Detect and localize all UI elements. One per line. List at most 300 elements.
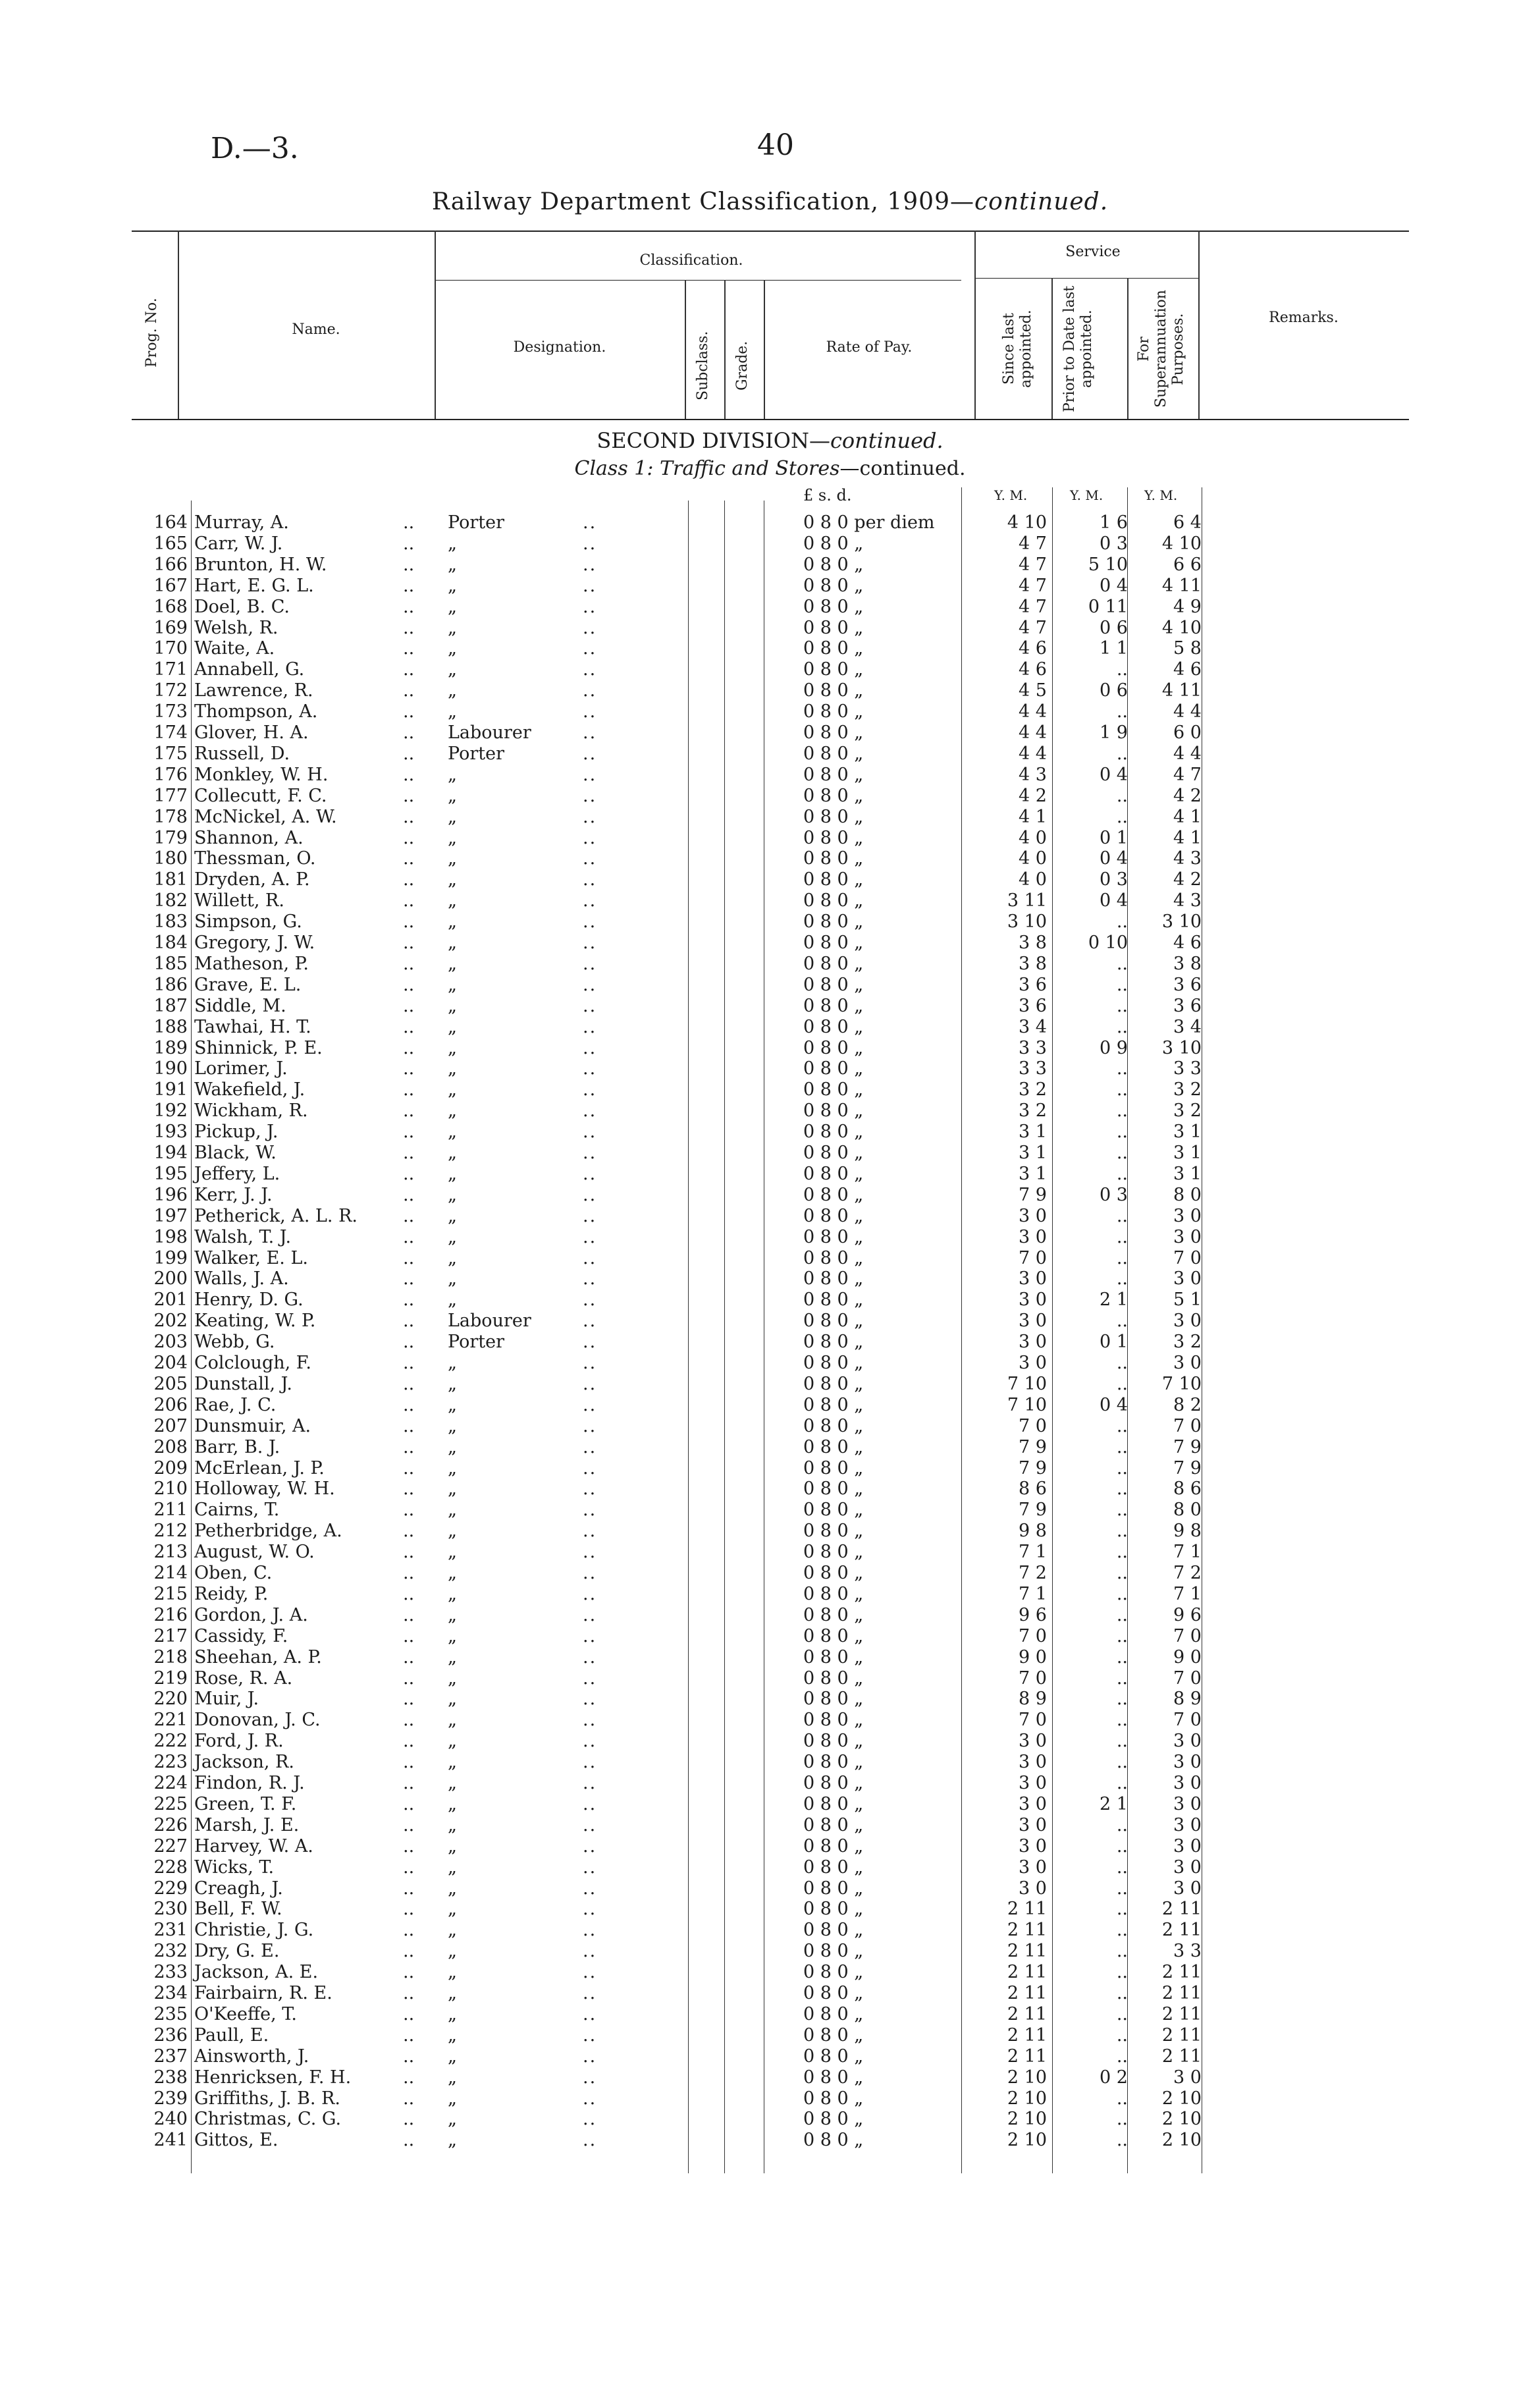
rate-of-pay: 0 8 0 „ xyxy=(803,1646,864,1668)
prog-number: 224 xyxy=(153,1773,188,1793)
prog-number: 225 xyxy=(153,1793,188,1814)
leader-dots: .. xyxy=(583,2109,597,2130)
table-row xyxy=(0,1289,1540,1310)
leader-dots: .. xyxy=(583,659,597,680)
designation: „ xyxy=(448,869,457,890)
table-row xyxy=(0,765,1540,785)
superannuation-service: 2 11 xyxy=(1161,1962,1202,1983)
pay-units: £ s. d. xyxy=(803,486,852,504)
rate-of-pay: 0 8 0 „ xyxy=(803,701,864,722)
table-row xyxy=(0,1058,1540,1079)
employee-name: Matheson, P. xyxy=(194,953,309,974)
employee-name: Russell, D. xyxy=(194,743,290,764)
since-last-appointed: 4 0 xyxy=(1019,869,1047,890)
leader-dots: .. xyxy=(403,953,415,974)
rate-of-pay: 0 8 0 „ xyxy=(803,1205,864,1226)
leader-dots: .. xyxy=(403,1710,415,1731)
employee-name: Carr, W. J. xyxy=(194,533,283,554)
since-last-appointed: 3 8 xyxy=(1019,953,1047,974)
table-row xyxy=(0,1416,1540,1436)
table-row xyxy=(0,975,1540,995)
since-last-appointed: 4 3 xyxy=(1019,764,1047,785)
employee-name: Walls, J. A. xyxy=(194,1268,289,1289)
prior-service: .. xyxy=(1116,1710,1128,1731)
prog-number: 210 xyxy=(153,1479,188,1500)
prior-units: Y. M. xyxy=(1070,487,1103,503)
leader-dots: .. xyxy=(583,848,597,869)
rate-of-pay: 0 8 0 „ xyxy=(803,1773,864,1793)
designation: „ xyxy=(448,1983,457,2003)
employee-name: Harvey, W. A. xyxy=(194,1835,313,1857)
designation: „ xyxy=(448,1079,457,1100)
since-last-appointed: 3 0 xyxy=(1019,1205,1047,1226)
table-row xyxy=(0,1521,1540,1541)
prog-number: 180 xyxy=(153,848,188,869)
leader-dots: .. xyxy=(583,1604,597,1625)
employee-name: McErlean, J. P. xyxy=(194,1457,325,1479)
superannuation-service: 7 1 xyxy=(1173,1583,1202,1604)
table-row xyxy=(0,1941,1540,1961)
designation: „ xyxy=(448,1563,457,1583)
leader-dots: .. xyxy=(403,1814,415,1835)
table-row xyxy=(0,680,1540,701)
designation: „ xyxy=(448,995,457,1016)
prog-number: 193 xyxy=(153,1122,188,1143)
since-last-appointed: 3 3 xyxy=(1019,1037,1047,1058)
since-last-appointed: 7 10 xyxy=(1007,1373,1047,1394)
since-last-appointed: 4 5 xyxy=(1019,680,1047,701)
since-last-appointed: 8 9 xyxy=(1019,1689,1047,1710)
leader-dots: .. xyxy=(583,617,597,638)
prog-number: 228 xyxy=(153,1857,188,1878)
leader-dots: .. xyxy=(583,2024,597,2046)
employee-name: Paull, E. xyxy=(194,2024,269,2046)
leader-dots: .. xyxy=(583,1857,597,1878)
employee-name: Simpson, G. xyxy=(194,911,302,933)
superannuation-service: 8 2 xyxy=(1173,1394,1202,1415)
since-last-appointed: 3 0 xyxy=(1019,1311,1047,1332)
rate-of-pay: 0 8 0 „ xyxy=(803,1878,864,1899)
designation: „ xyxy=(448,911,457,933)
prior-service: .. xyxy=(1116,1311,1128,1332)
prog-number: 229 xyxy=(153,1878,188,1899)
designation: „ xyxy=(448,2046,457,2067)
prog-number: 183 xyxy=(153,911,188,933)
prior-service: .. xyxy=(1116,1100,1128,1122)
leader-dots: .. xyxy=(583,1773,597,1793)
prog-number: 185 xyxy=(153,953,188,974)
superannuation-service: 7 1 xyxy=(1173,1542,1202,1563)
prog-number: 223 xyxy=(153,1752,188,1773)
table-row xyxy=(0,533,1540,554)
prog-number: 240 xyxy=(153,2109,188,2130)
prior-service: .. xyxy=(1116,1479,1128,1500)
designation: „ xyxy=(448,1163,457,1184)
table-row xyxy=(0,1836,1540,1857)
since-last-appointed: 4 6 xyxy=(1019,659,1047,680)
rate-of-pay: 0 8 0 „ xyxy=(803,2088,864,2109)
prior-service: .. xyxy=(1116,1646,1128,1668)
table-row xyxy=(0,911,1540,932)
prior-service: .. xyxy=(1116,1542,1128,1563)
designation: „ xyxy=(448,1500,457,1521)
designation: „ xyxy=(448,1878,457,1899)
leader-dots: .. xyxy=(583,2003,597,2024)
superannuation-service: 7 0 xyxy=(1173,1668,1202,1689)
rate-of-pay: 0 8 0 „ xyxy=(803,2024,864,2046)
rate-of-pay: 0 8 0 „ xyxy=(803,1100,864,1122)
designation: „ xyxy=(448,533,457,554)
rate-of-pay: 0 8 0 „ xyxy=(803,1583,864,1604)
rate-of-pay: 0 8 0 „ xyxy=(803,2046,864,2067)
prog-number: 178 xyxy=(153,806,188,827)
rate-of-pay: 0 8 0 „ xyxy=(803,827,864,848)
leader-dots: .. xyxy=(583,995,597,1016)
superannuation-service: 3 0 xyxy=(1173,1773,1202,1793)
employee-name: Colclough, F. xyxy=(194,1353,311,1373)
since-last-appointed: 2 10 xyxy=(1007,2130,1047,2151)
employee-name: Oben, C. xyxy=(194,1563,273,1583)
header-divider xyxy=(1198,231,1200,419)
since-last-appointed: 3 3 xyxy=(1019,1058,1047,1079)
prior-service: .. xyxy=(1116,2109,1128,2130)
rate-of-pay: 0 8 0 „ xyxy=(803,2067,864,2088)
leader-dots: .. xyxy=(403,1563,415,1583)
leader-dots: .. xyxy=(583,1058,597,1079)
prior-service: .. xyxy=(1116,1058,1128,1079)
table-row xyxy=(0,1815,1540,1835)
rate-of-pay: 0 8 0 „ xyxy=(803,1835,864,1857)
superannuation-service: 8 0 xyxy=(1173,1184,1202,1205)
designation: „ xyxy=(448,933,457,953)
prior-service: .. xyxy=(1116,1436,1128,1457)
rate-of-pay: 0 8 0 „ xyxy=(803,2003,864,2024)
employee-name: Walker, E. L. xyxy=(194,1247,308,1268)
since-last-appointed: 3 1 xyxy=(1019,1163,1047,1184)
employee-name: Rose, R. A. xyxy=(194,1668,293,1689)
designation: „ xyxy=(448,2109,457,2130)
designation: „ xyxy=(448,1814,457,1835)
rate-of-pay: 0 8 0 „ xyxy=(803,743,864,764)
prog-number: 203 xyxy=(153,1332,188,1353)
employee-name: Waite, A. xyxy=(194,638,275,659)
table-row xyxy=(0,1122,1540,1142)
prior-service: .. xyxy=(1116,1521,1128,1542)
table-row xyxy=(0,869,1540,890)
table-row xyxy=(0,1353,1540,1373)
prior-service: .. xyxy=(1116,1353,1128,1373)
table-row xyxy=(0,512,1540,533)
table-row xyxy=(0,701,1540,722)
designation: „ xyxy=(448,1226,457,1247)
leader-dots: .. xyxy=(583,1625,597,1646)
employee-name: Jeffery, L. xyxy=(194,1163,280,1184)
superannuation-service: 4 6 xyxy=(1173,933,1202,953)
prog-number: 201 xyxy=(153,1289,188,1311)
header-divider xyxy=(685,280,686,419)
leader-dots: .. xyxy=(583,1689,597,1710)
rate-of-pay: 0 8 0 „ xyxy=(803,1184,864,1205)
table-row xyxy=(0,1668,1540,1689)
leader-dots: .. xyxy=(403,1122,415,1143)
leader-dots: .. xyxy=(403,890,415,911)
designation: „ xyxy=(448,1689,457,1710)
prior-service: .. xyxy=(1116,1079,1128,1100)
leader-dots: .. xyxy=(583,554,597,575)
since-last-appointed: 9 0 xyxy=(1019,1646,1047,1668)
table-row xyxy=(0,786,1540,806)
designation: „ xyxy=(448,1353,457,1373)
leader-dots: .. xyxy=(583,1878,597,1899)
since-last-appointed: 3 0 xyxy=(1019,1857,1047,1878)
since-last-appointed: 4 1 xyxy=(1019,806,1047,827)
table-row xyxy=(0,1227,1540,1247)
designation: „ xyxy=(448,659,457,680)
employee-name: Kerr, J. J. xyxy=(194,1184,273,1205)
designation: „ xyxy=(448,1962,457,1983)
rate-of-pay: 0 8 0 „ xyxy=(803,722,864,743)
rate-of-pay: 0 8 0 „ xyxy=(803,911,864,933)
prog-number: 182 xyxy=(153,890,188,911)
designation: „ xyxy=(448,806,457,827)
table-row xyxy=(0,1311,1540,1331)
employee-name: Thompson, A. xyxy=(194,701,318,722)
prog-number: 192 xyxy=(153,1100,188,1122)
designation: „ xyxy=(448,1058,457,1079)
rate-of-pay: 0 8 0 „ xyxy=(803,1814,864,1835)
table-row xyxy=(0,996,1540,1016)
col-prog-no: Prog. No. xyxy=(144,298,160,367)
superannuation-service: 7 0 xyxy=(1173,1710,1202,1731)
employee-name: Siddle, M. xyxy=(194,995,286,1016)
rate-of-pay: 0 8 0 „ xyxy=(803,1016,864,1037)
designation: Labourer xyxy=(448,722,531,743)
prior-service: 0 4 xyxy=(1100,848,1128,869)
col-superannuation: For Superannuation Purposes. xyxy=(1136,290,1186,408)
prior-service: .. xyxy=(1116,1268,1128,1289)
leader-dots: .. xyxy=(403,722,415,743)
prior-service: .. xyxy=(1116,1016,1128,1037)
col-name: Name. xyxy=(292,321,340,338)
rate-of-pay: 0 8 0 „ xyxy=(803,764,864,785)
table-row xyxy=(0,1752,1540,1772)
superannuation-service: 4 2 xyxy=(1173,869,1202,890)
prog-number: 194 xyxy=(153,1143,188,1163)
designation: „ xyxy=(448,2130,457,2151)
header-divider xyxy=(1127,278,1128,419)
designation: „ xyxy=(448,1793,457,1814)
prog-number: 205 xyxy=(153,1373,188,1394)
table-row xyxy=(0,1542,1540,1562)
page-title xyxy=(0,188,1540,215)
rate-of-pay: 0 8 0 per diem xyxy=(803,512,935,533)
prior-service: 2 1 xyxy=(1100,1793,1128,1814)
table-row xyxy=(0,1017,1540,1037)
leader-dots: .. xyxy=(583,1016,597,1037)
leader-dots: .. xyxy=(403,1163,415,1184)
leader-dots: .. xyxy=(403,1205,415,1226)
since-last-appointed: 4 7 xyxy=(1019,554,1047,575)
prog-number: 191 xyxy=(153,1079,188,1100)
leader-dots: .. xyxy=(403,701,415,722)
leader-dots: .. xyxy=(403,1793,415,1814)
employee-name: Barr, B. J. xyxy=(194,1436,280,1457)
leader-dots: .. xyxy=(583,512,597,533)
service-rule xyxy=(974,278,1198,279)
leader-dots: .. xyxy=(583,1583,597,1604)
prog-number: 186 xyxy=(153,974,188,995)
designation: „ xyxy=(448,2088,457,2109)
rate-of-pay: 0 8 0 „ xyxy=(803,1122,864,1143)
employee-name: Collecutt, F. C. xyxy=(194,785,327,806)
rate-of-pay: 0 8 0 „ xyxy=(803,1983,864,2003)
leader-dots: .. xyxy=(403,1353,415,1373)
prog-number: 167 xyxy=(153,575,188,596)
superannuation-service: 2 11 xyxy=(1161,1899,1202,1920)
rate-of-pay: 0 8 0 „ xyxy=(803,848,864,869)
prog-number: 234 xyxy=(153,1983,188,2003)
since-last-appointed: 3 1 xyxy=(1019,1122,1047,1143)
superannuation-service: 3 8 xyxy=(1173,953,1202,974)
leader-dots: .. xyxy=(403,554,415,575)
designation: „ xyxy=(448,827,457,848)
leader-dots: .. xyxy=(583,1542,597,1563)
since-last-appointed: 2 11 xyxy=(1007,1941,1047,1962)
prior-service: .. xyxy=(1116,1731,1128,1752)
superannuation-service: 3 1 xyxy=(1173,1122,1202,1143)
title-main: Railway Department Classification, 1909— xyxy=(431,188,974,215)
table-row xyxy=(0,1605,1540,1625)
prog-number: 165 xyxy=(153,533,188,554)
rate-of-pay: 0 8 0 „ xyxy=(803,1415,864,1436)
leader-dots: .. xyxy=(583,1289,597,1311)
header-divider xyxy=(1051,278,1053,419)
rate-of-pay: 0 8 0 „ xyxy=(803,785,864,806)
leader-dots: .. xyxy=(583,1920,597,1941)
designation: „ xyxy=(448,1436,457,1457)
since-last-appointed: 2 10 xyxy=(1007,2067,1047,2088)
employee-name: Shannon, A. xyxy=(194,827,304,848)
page-number: 40 xyxy=(757,128,794,162)
since-last-appointed: 2 11 xyxy=(1007,1899,1047,1920)
employee-name: Gregory, J. W. xyxy=(194,933,315,953)
table-row xyxy=(0,1164,1540,1184)
leader-dots: .. xyxy=(583,2046,597,2067)
table-row xyxy=(0,2109,1540,2129)
table-row xyxy=(0,744,1540,764)
designation: „ xyxy=(448,1604,457,1625)
prior-service: 1 9 xyxy=(1100,722,1128,743)
superannuation-service: 3 0 xyxy=(1173,1268,1202,1289)
prior-service: 0 4 xyxy=(1100,575,1128,596)
since-last-appointed: 4 7 xyxy=(1019,575,1047,596)
superannuation-service: 4 1 xyxy=(1173,827,1202,848)
col-classification: Classification. xyxy=(639,252,743,269)
rate-of-pay: 0 8 0 „ xyxy=(803,953,864,974)
since-last-appointed: 2 10 xyxy=(1007,2109,1047,2130)
table-row xyxy=(0,890,1540,911)
prog-number: 231 xyxy=(153,1920,188,1941)
superannuation-service: 2 11 xyxy=(1161,2003,1202,2024)
prog-number: 175 xyxy=(153,743,188,764)
leader-dots: .. xyxy=(403,2130,415,2151)
designation: „ xyxy=(448,1857,457,1878)
leader-dots: .. xyxy=(403,1731,415,1752)
employee-name: Henricksen, F. H. xyxy=(194,2067,352,2088)
leader-dots: .. xyxy=(583,764,597,785)
superannuation-service: 3 0 xyxy=(1173,1731,1202,1752)
designation: „ xyxy=(448,1752,457,1773)
designation: „ xyxy=(448,596,457,617)
designation: „ xyxy=(448,575,457,596)
prog-number: 184 xyxy=(153,933,188,953)
prior-service: .. xyxy=(1116,659,1128,680)
leader-dots: .. xyxy=(403,1941,415,1962)
superannuation-service: 4 4 xyxy=(1173,743,1202,764)
rate-of-pay: 0 8 0 „ xyxy=(803,1268,864,1289)
prior-service: .. xyxy=(1116,1835,1128,1857)
rate-of-pay: 0 8 0 „ xyxy=(803,869,864,890)
employee-name: Petherick, A. L. R. xyxy=(194,1205,358,1226)
since-last-appointed: 3 0 xyxy=(1019,1814,1047,1835)
superannuation-service: 4 3 xyxy=(1173,890,1202,911)
rate-of-pay: 0 8 0 „ xyxy=(803,1037,864,1058)
leader-dots: .. xyxy=(583,785,597,806)
superannuation-service: 4 3 xyxy=(1173,848,1202,869)
rate-of-pay: 0 8 0 „ xyxy=(803,1899,864,1920)
designation: „ xyxy=(448,1899,457,1920)
employee-name: Dryden, A. P. xyxy=(194,869,310,890)
prior-service: .. xyxy=(1116,1878,1128,1899)
leader-dots: .. xyxy=(583,1521,597,1542)
since-last-appointed: 2 11 xyxy=(1007,1983,1047,2003)
superannuation-service: 7 10 xyxy=(1161,1373,1202,1394)
prog-number: 195 xyxy=(153,1163,188,1184)
superannuation-service: 3 0 xyxy=(1173,1793,1202,1814)
col-service: Service xyxy=(1065,244,1121,260)
table-row xyxy=(0,1437,1540,1457)
prog-number: 216 xyxy=(153,1604,188,1625)
superannuation-service: 3 10 xyxy=(1161,911,1202,933)
leader-dots: .. xyxy=(403,1289,415,1311)
designation: „ xyxy=(448,1941,457,1962)
prior-service: .. xyxy=(1116,1941,1128,1962)
leader-dots: .. xyxy=(403,1542,415,1563)
designation: „ xyxy=(448,1100,457,1122)
leader-dots: .. xyxy=(583,722,597,743)
prior-service: 0 1 xyxy=(1100,827,1128,848)
table-row xyxy=(0,1143,1540,1163)
prog-number: 236 xyxy=(153,2024,188,2046)
designation: „ xyxy=(448,2024,457,2046)
leader-dots: .. xyxy=(583,1793,597,1814)
prior-service: .. xyxy=(1116,1373,1128,1394)
prior-service: .. xyxy=(1116,1205,1128,1226)
rate-of-pay: 0 8 0 „ xyxy=(803,890,864,911)
employee-name: Monkley, W. H. xyxy=(194,764,329,785)
since-last-appointed: 3 4 xyxy=(1019,1016,1047,1037)
leader-dots: .. xyxy=(403,1962,415,1983)
superannuation-service: 3 1 xyxy=(1173,1163,1202,1184)
table-row xyxy=(0,2088,1540,2109)
leader-dots: .. xyxy=(583,575,597,596)
super-units: Y. M. xyxy=(1144,487,1178,503)
leader-dots: .. xyxy=(403,974,415,995)
prog-number: 190 xyxy=(153,1058,188,1079)
since-last-appointed: 3 0 xyxy=(1019,1835,1047,1857)
designation: „ xyxy=(448,1037,457,1058)
employee-name: Willett, R. xyxy=(194,890,284,911)
